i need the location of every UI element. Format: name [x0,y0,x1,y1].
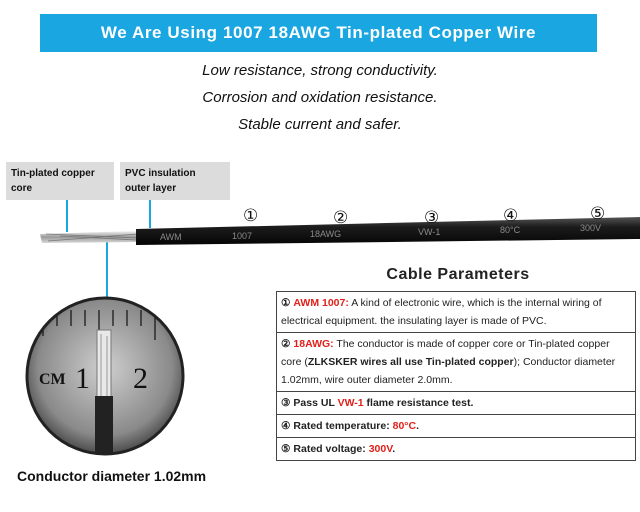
param-num: ⑤ [281,443,291,455]
insulation-label [120,162,230,200]
param-text: Pass UL [293,397,338,409]
title-banner [40,14,597,52]
param-num: ① [281,297,291,309]
param-cell [277,438,636,461]
insulation-label-line2: outer layer [125,183,177,194]
print-awm: AWM [160,232,182,242]
param-row [277,415,636,438]
param-bold-text: ZLKSKER wires all use Tin-plated copper [307,356,514,368]
param-row [277,333,636,392]
marker-5: ⑤ [590,204,606,223]
param-key: 80°C [392,420,417,432]
param-row [277,392,636,415]
tagline-1: Low resistance, strong conductivity. [202,62,438,79]
param-text: The conductor is made of copper core or Tin-plated copper core ( [281,338,610,368]
wire-image [0,205,640,265]
core-label-line2: core [11,183,33,194]
param-text: Rated temperature: [293,420,393,432]
params-title: Cable Parameters [386,266,530,283]
param-cell [277,292,636,333]
conductor-caption: Conductor diameter 1.02mm [17,468,207,484]
param-text: ); Conductor diameter 1.02mm, wire outer diameter 2.0mm. [281,356,616,386]
param-cell [277,333,636,392]
core-label-line1: Tin-plated copper [11,168,95,179]
param-num: ④ [281,420,291,432]
param-text: . [392,443,396,455]
tagline-2: Corrosion and oxidation resistance. [202,89,438,106]
param-text: . [416,420,420,432]
params-table [276,291,636,461]
magnified-view [25,296,185,456]
print-300v: 300V [580,223,602,233]
insulation-label-line1: PVC insulation [125,168,196,179]
param-num: ③ [281,397,291,409]
marker-1: ① [243,206,259,225]
core-label [6,162,114,200]
param-cell [277,392,636,415]
param-text: Rated voltage: [293,443,369,455]
marker-4: ④ [503,206,519,225]
ruler-mark-2: 2 [133,362,148,395]
ruler-mark-1: 1 [75,362,90,395]
param-key: AWM 1007: [293,297,349,309]
param-text: A kind of electronic wire, which is the internal wiring of electrical equipment. the insulating layer is made of PVC. [281,297,602,327]
param-key: 300V [368,443,393,455]
param-key: VW-1 [337,397,364,409]
param-row [277,438,636,461]
print-vw1: VW-1 [418,227,441,237]
param-num: ② [281,338,291,350]
print-80c: 80°C [500,225,521,235]
param-key: 18AWG: [293,338,334,350]
param-cell [277,415,636,438]
ruler-unit: CM [39,371,66,388]
param-text: flame resistance test. [363,397,474,409]
marker-2: ② [333,208,349,227]
pvc-jacket [136,217,640,245]
print-1007: 1007 [232,231,253,241]
param-row [277,292,636,333]
print-18awg: 18AWG [310,229,342,239]
tagline-3: Stable current and safer. [238,116,402,133]
marker-3: ③ [424,208,440,227]
banner-title: We Are Using 1007 18AWG Tin-plated Copper Wire [100,23,537,42]
